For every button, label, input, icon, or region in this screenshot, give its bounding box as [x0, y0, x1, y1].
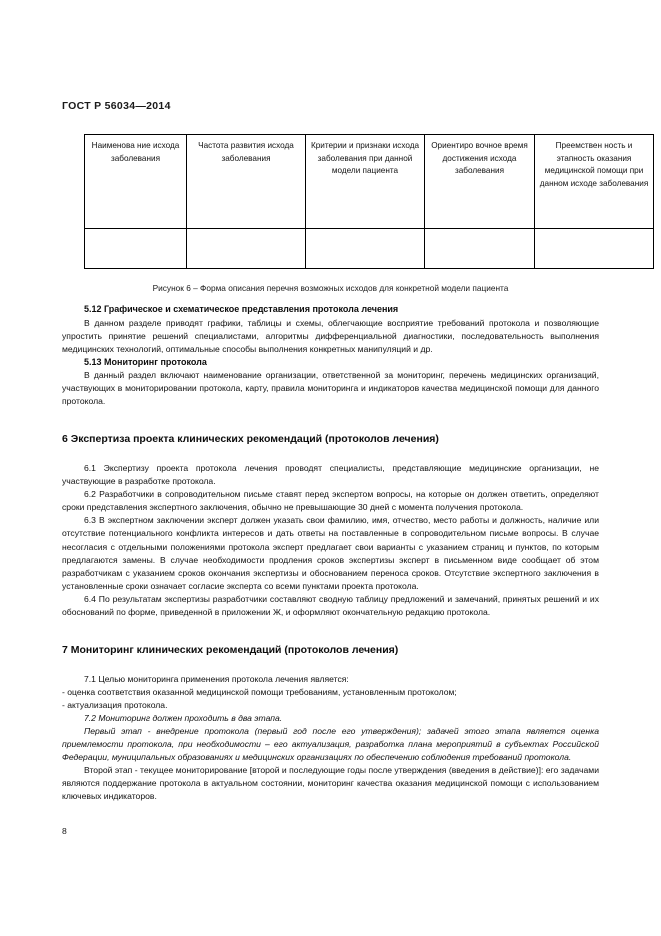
page-number: 8 [62, 826, 67, 836]
table-row [85, 229, 654, 269]
heading-5-12: 5.12 Графическое и схематическое представления протокола лечения [84, 304, 399, 314]
paragraph-5-13: В данный раздел включают наименование организации, ответственной за мониторинг, перечень медицинских организаций, участвующих в мониторировании протокола, карту, правила мониторинга и индикаторов качества медицинской помощи для данного протокола. [62, 370, 599, 407]
page-content [62, 100, 649, 803]
bullet-item-1: - оценка соответствия оказанной медицинской помощи требованиям, установленным протоколом; [62, 686, 457, 697]
bullet-item-2: - актуализация протокола. [62, 699, 168, 710]
outcomes-form-table [84, 134, 654, 269]
paragraph-stage-one: Первый этап - внедрение протокола (первый год после его утверждения); задачей этого этапа является оценка приемлемости протокола, при необходимости – его актуализация, разработка плана мероприятий в субъектах Российской Федерации, муниципальных образованиях и медицинских организациях по обеспечению соблюдения требований протокола. [62, 725, 599, 762]
table-header-cell-1: Наименова ние исхода заболевания [85, 135, 187, 229]
table-header-cell-5: Преемствен ность и этапность оказания медицинской помощи при данном исходе заболевания [535, 135, 654, 229]
heading-section-7: 7 Мониторинг клинических рекомендаций (протоколов лечения) [62, 643, 399, 656]
paragraph-6-4: 6.4 По результатам экспертизы разработчики составляют сводную таблицу предложений и замечаний, принятых решений и их обоснований по форме, приведенной в приложении Ж, и оформляют окончательную редакцию протокола. [62, 593, 599, 617]
paragraph-stage-two: Второй этап - текущее мониторирование [второй и последующие годы после утверждения (введения в действие)]: его задачами являются поддержание протокола в актуальном состоянии, мониторинг качества оказания медицинской помощи с использованием ключевых индикаторов. [62, 765, 599, 802]
figure-caption: Рисунок 6 – Форма описания перечня возможных исходов для конкретной модели пациента [152, 283, 509, 293]
paragraph-7-2: 7.2 Мониторинг должен проходить в два этапа. [84, 712, 283, 723]
paragraph-6-2: 6.2 Разработчики в сопроводительном письме ставят перед экспертом вопросы, на которые он должен ответить, определяют сроки представления экспертного заключения, обычно не превышающие 30 дней с момента получения протокола. [62, 489, 599, 513]
table-cell [85, 229, 187, 269]
heading-section-6: 6 Экспертиза проекта клинических рекомендаций (протоколов лечения) [62, 433, 439, 446]
table-header-cell-4: Ориентиро вочное время достижения исхода заболевания [425, 135, 535, 229]
table-cell [535, 229, 654, 269]
heading-5-13: 5.13 Мониторинг протокола [84, 356, 207, 367]
standard-header: ГОСТ Р 56034—2014 [62, 100, 171, 112]
paragraph-7-1: 7.1 Целью мониторинга применения протокола лечения является: [84, 673, 349, 684]
table-cell [306, 229, 425, 269]
paragraph-5-12: В данном разделе приводят графики, таблицы и схемы, облегчающие восприятие требований протокола и позволяющие упростить принятие решений специалистами, алгоритмы дифференциальной диагностики, последовательность выполнения медицинских технологий, оптимальные способы выполнения конкретных манипуляций и др. [62, 317, 599, 354]
table-header-cell-2: Частота развития исхода заболевания [187, 135, 306, 229]
table-header-cell-3: Критерии и признаки исхода заболевания при данной модели пациента [306, 135, 425, 229]
table-cell [187, 229, 306, 269]
table-cell [425, 229, 535, 269]
paragraph-6-1: 6.1 Экспертизу проекта протокола лечения проводят специалисты, представляющие медицинские организации, не участвующие в разработке протокола. [62, 463, 599, 487]
table-header-row [85, 135, 654, 229]
paragraph-6-3: 6.3 В экспертном заключении эксперт должен указать свои фамилию, имя, отчество, место работы и должность, наличие или отсутствие потенциального конфликта интересов и дать ответы на поставленные в сопроводительном письме вопросы. В случае несогласия с отдельными положениями протокола эксперт предлагает свои варианты с указанием страниц и пунктов, по которым предлагаются замены. В случае необходимости продления сроков экспертизы эксперт в письменном виде сообщает об этом разработчикам с указанием сроков окончания экспертизы и обоснованием переноса сроков. Отсутствие экспертного заключения в установленные сроки означает согласие эксперта со всеми пунктами проекта протокола. [62, 515, 599, 591]
